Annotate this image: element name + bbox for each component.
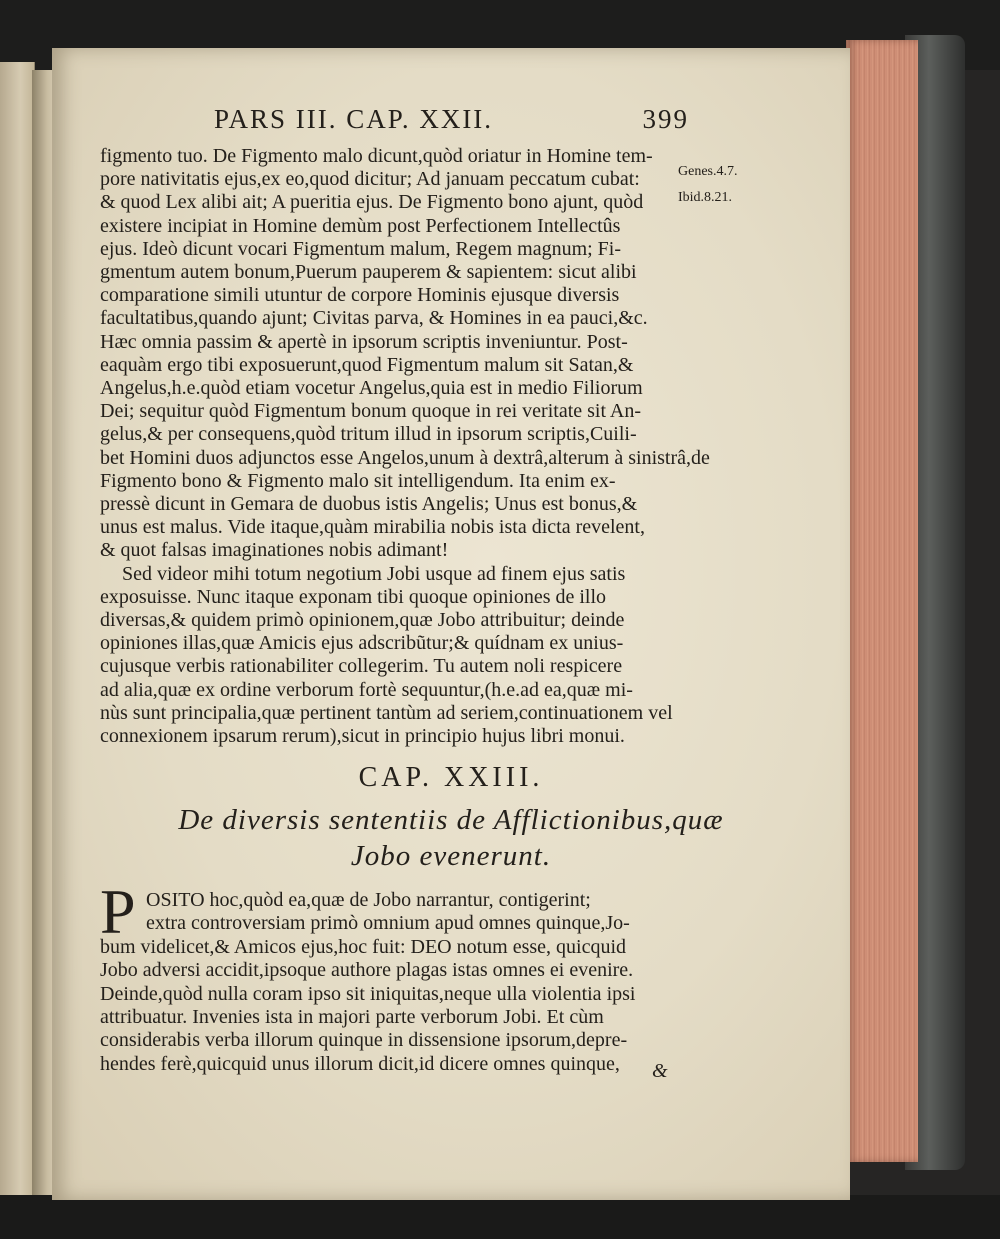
chapter-title-line-2: Jobo evenerunt. [350, 840, 552, 872]
text-line: ad alia,quæ ex ordine verborum fortè sequuntur,(h.e.ad ea,quæ mi- [100, 678, 633, 701]
text-line: diversas,& quidem primò opinionem,quæ Jobo attribuitur; deinde [100, 609, 625, 631]
text-line: attribuatur. Invenies ista in majori parte verborum Jobi. Et cùm [100, 1006, 604, 1028]
page-number: 399 [642, 104, 689, 134]
margin-note: Ibid.8.21. [678, 190, 733, 205]
page-edges [846, 40, 918, 1162]
text-line: considerabis verba illorum quinque in dissensione ipsorum,depre- [100, 1029, 628, 1052]
text-line: pore nativitatis ejus,ex eo,quod dicitur; Ad januam peccatum cubat: [100, 168, 640, 191]
drop-capital: P [100, 876, 136, 947]
text-line: comparatione simili utuntur de corpore Hominis ejusque diversis [100, 284, 620, 307]
text-line: extra controversiam primò omnium apud omnes quinque,Jo- [146, 912, 630, 935]
margin-note: Genes.4.7. [678, 164, 738, 179]
text-line: unus est malus. Vide itaque,quàm mirabilia nobis ista dicta revelent, [100, 516, 645, 539]
text-line: gmentum autem bonum,Puerum pauperem & sapientem: sicut alibi [100, 261, 637, 283]
text-line: eaquàm ergo tibi exposuerunt,quod Figmentum malum sit Satan,& [100, 353, 634, 376]
text-line: Jobo adversi accidit,ipsoque authore plagas istas omnes ei evenire. [100, 959, 634, 982]
text-line: Figmento bono & Figmento malo sit intelligendum. Ita enim ex- [100, 469, 616, 492]
text-line: gelus,& per consequens,quòd tritum illud in ipsorum scriptis,Cuili- [100, 423, 637, 446]
text-line: connexionem ipsarum rerum),sicut in principio hujus libri monui. [100, 725, 625, 747]
chapter-heading: CAP. XXIII. [358, 762, 544, 793]
running-header [214, 104, 689, 135]
text-line: exposuisse. Nunc itaque exponam tibi quoque opiniones de illo [100, 585, 607, 608]
text-line: Hæc omnia passim & apertè in ipsorum scriptis inveniuntur. Post- [100, 330, 628, 353]
text-line: existere incipiat in Homine demùm post Perfectionem Intellectûs [100, 214, 621, 237]
book-page [52, 48, 850, 1200]
chapter-title-line-1: De diversis sententiis de Afflictionibus,quæ [178, 804, 724, 836]
text-line: Sed videor mihi totum negotium Jobi usque ad finem ejus satis [122, 562, 626, 585]
running-title: PARS III. CAP. XXII. [214, 104, 494, 134]
text-line: opiniones illas,quæ Amicis ejus adscribũtur;& quídnam ex unius- [100, 632, 624, 655]
text-line: & quod Lex alibi ait; A pueritia ejus. De Figmento bono ajunt, quòd [100, 191, 644, 214]
text-line: & quot falsas imaginationes nobis adimant! [100, 539, 449, 562]
text-line: cujusque verbis rationabiliter collegerim. Tu autem noli respicere [100, 655, 623, 678]
text-line: Angelus,h.e.quòd etiam vocetur Angelus,quia est in medio Filiorum [100, 377, 643, 399]
text-line: hendes ferè,quicquid unus illorum dicit,id dicere omnes quinque, [100, 1052, 620, 1075]
text-line: Deinde,quòd nulla coram ipso sit iniquitas,neque ulla violentia ipsi [100, 982, 636, 1005]
text-line: OSITO hoc,quòd ea,quæ de Jobo narrantur, contigerint; [146, 889, 591, 911]
text-line: bet Homini duos adjunctos esse Angelos,unum à dextrâ,alterum à sinistrâ,de [100, 446, 710, 469]
catchword: & [652, 1060, 668, 1082]
text-line: pressè dicunt in Gemara de duobus istis Angelis; Unus est bonus,& [100, 493, 638, 515]
text-line: Dei; sequitur quòd Figmentum bonum quoque in rei veritate sit An- [100, 400, 642, 423]
text-line: nùs sunt principalia,quæ pertinent tantùm ad seriem,continuationem vel [100, 701, 673, 724]
text-line: ejus. Ideò dicunt vocari Figmentum malum, Regem magnum; Fi- [100, 237, 622, 260]
facing-page-edge [0, 62, 35, 1200]
text-line: bum videlicet,& Amicos ejus,hoc fuit: DEO notum esse, quicquid [100, 935, 627, 958]
text-line: figmento tuo. De Figmento malo dicunt,quòd oriatur in Homine tem- [100, 145, 653, 167]
book-cover-bottom [0, 1195, 1000, 1239]
text-line: facultatibus,quando ajunt; Civitas parva, & Homines in ea pauci,&c. [100, 307, 648, 330]
